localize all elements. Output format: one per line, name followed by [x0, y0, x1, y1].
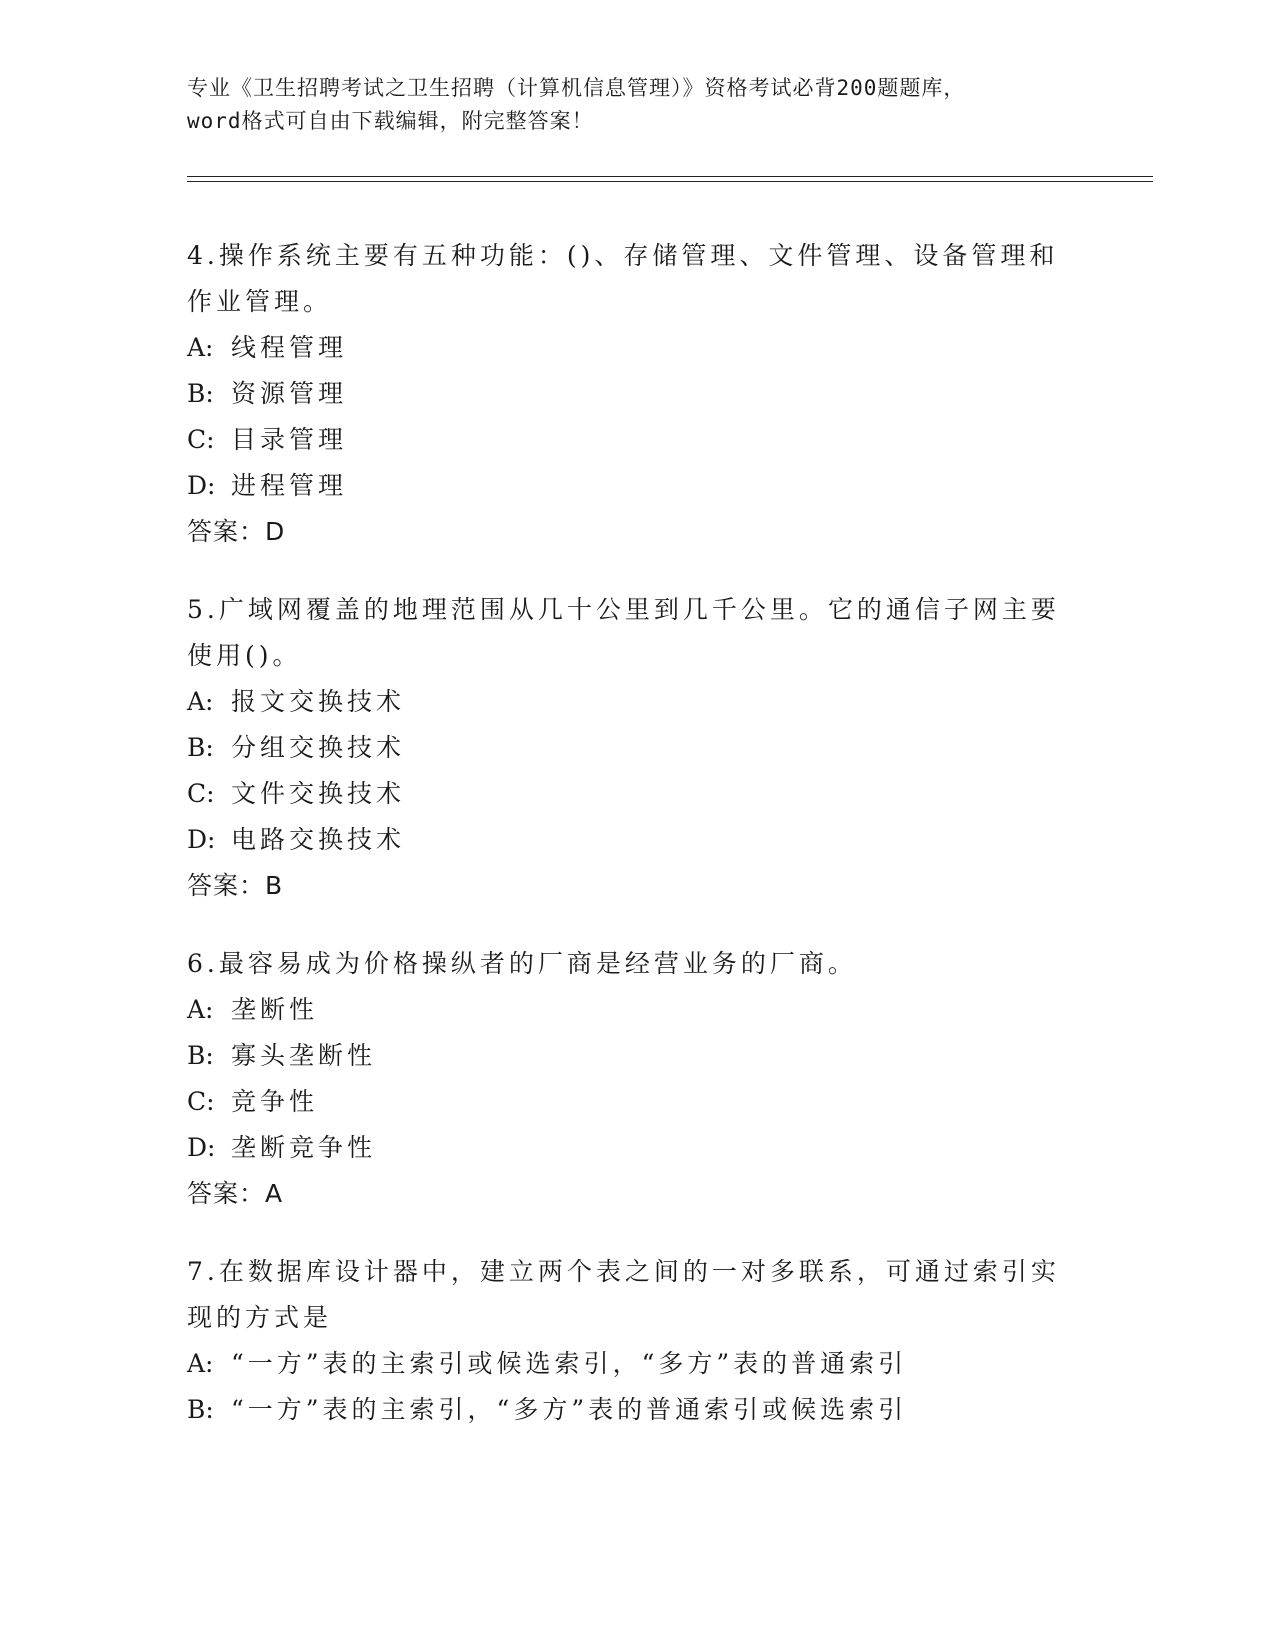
- question-stem: 5.广域网覆盖的地理范围从几十公里到几千公里。它的通信子网主要使用()。: [187, 595, 1060, 670]
- option-text: 垄断性: [231, 995, 319, 1024]
- option-b: [187, 1387, 1087, 1433]
- question-4: [187, 233, 1087, 555]
- option-text: 目录管理: [231, 425, 348, 454]
- answer-line: 答案：A: [187, 1179, 284, 1208]
- option-a: [187, 679, 1087, 725]
- question-5: [187, 587, 1087, 909]
- option-letter: D:: [187, 825, 216, 854]
- question-list: [187, 233, 1087, 1465]
- option-text: 竞争性: [231, 1087, 319, 1116]
- option-a: [187, 1341, 1087, 1387]
- option-d: [187, 463, 1087, 509]
- option-c: [187, 771, 1087, 817]
- option-d: [187, 1125, 1087, 1171]
- option-letter: A:: [187, 1349, 214, 1378]
- header-divider-bottom: [187, 181, 1153, 182]
- option-c: [187, 1079, 1087, 1125]
- option-letter: C:: [187, 1087, 215, 1116]
- question-stem: 7.在数据库设计器中，建立两个表之间的一对多联系，可通过索引实现的方式是: [187, 1257, 1060, 1332]
- header-line-2: word格式可自由下载编辑，附完整答案！: [187, 109, 594, 133]
- option-letter: D:: [187, 471, 216, 500]
- question-stem: 4.操作系统主要有五种功能：()、存储管理、文件管理、设备管理和作业管理。: [187, 241, 1059, 316]
- question-7: [187, 1249, 1087, 1433]
- option-letter: C:: [187, 779, 215, 808]
- option-a: [187, 325, 1087, 371]
- option-letter: D:: [187, 1133, 216, 1162]
- option-text: 文件交换技术: [231, 779, 406, 808]
- option-text: 线程管理: [231, 333, 348, 362]
- option-text: 分组交换技术: [231, 733, 406, 762]
- answer-line: 答案：D: [187, 517, 286, 546]
- option-d: [187, 817, 1087, 863]
- question-stem: 6.最容易成为价格操纵者的厂商是经营业务的厂商。: [187, 949, 857, 978]
- option-letter: A:: [187, 333, 214, 362]
- option-text: 垄断竞争性: [231, 1133, 377, 1162]
- option-a: [187, 987, 1087, 1033]
- option-b: [187, 1033, 1087, 1079]
- option-b: [187, 725, 1087, 771]
- option-letter: B:: [187, 379, 214, 408]
- option-text: “一方”表的主索引或候选索引，“多方”表的普通索引: [231, 1349, 908, 1378]
- option-letter: A:: [187, 995, 214, 1024]
- question-6: [187, 941, 1087, 1217]
- option-text: 电路交换技术: [231, 825, 406, 854]
- option-letter: A:: [187, 687, 214, 716]
- option-c: [187, 417, 1087, 463]
- option-text: 报文交换技术: [231, 687, 406, 716]
- option-text: “一方”表的主索引，“多方”表的普通索引或候选索引: [231, 1395, 908, 1424]
- header-divider-top: [187, 176, 1153, 177]
- option-letter: C:: [187, 425, 215, 454]
- option-letter: B:: [187, 733, 214, 762]
- option-text: 寡头垄断性: [231, 1041, 377, 1070]
- option-letter: B:: [187, 1395, 214, 1424]
- option-text: 资源管理: [231, 379, 348, 408]
- option-letter: B:: [187, 1041, 214, 1070]
- option-text: 进程管理: [231, 471, 348, 500]
- header-line-1: 专业《卫生招聘考试之卫生招聘（计算机信息管理）》资格考试必背200题题库，: [187, 76, 966, 100]
- option-b: [187, 371, 1087, 417]
- answer-line: 答案：B: [187, 871, 284, 900]
- document-header: [187, 72, 1087, 138]
